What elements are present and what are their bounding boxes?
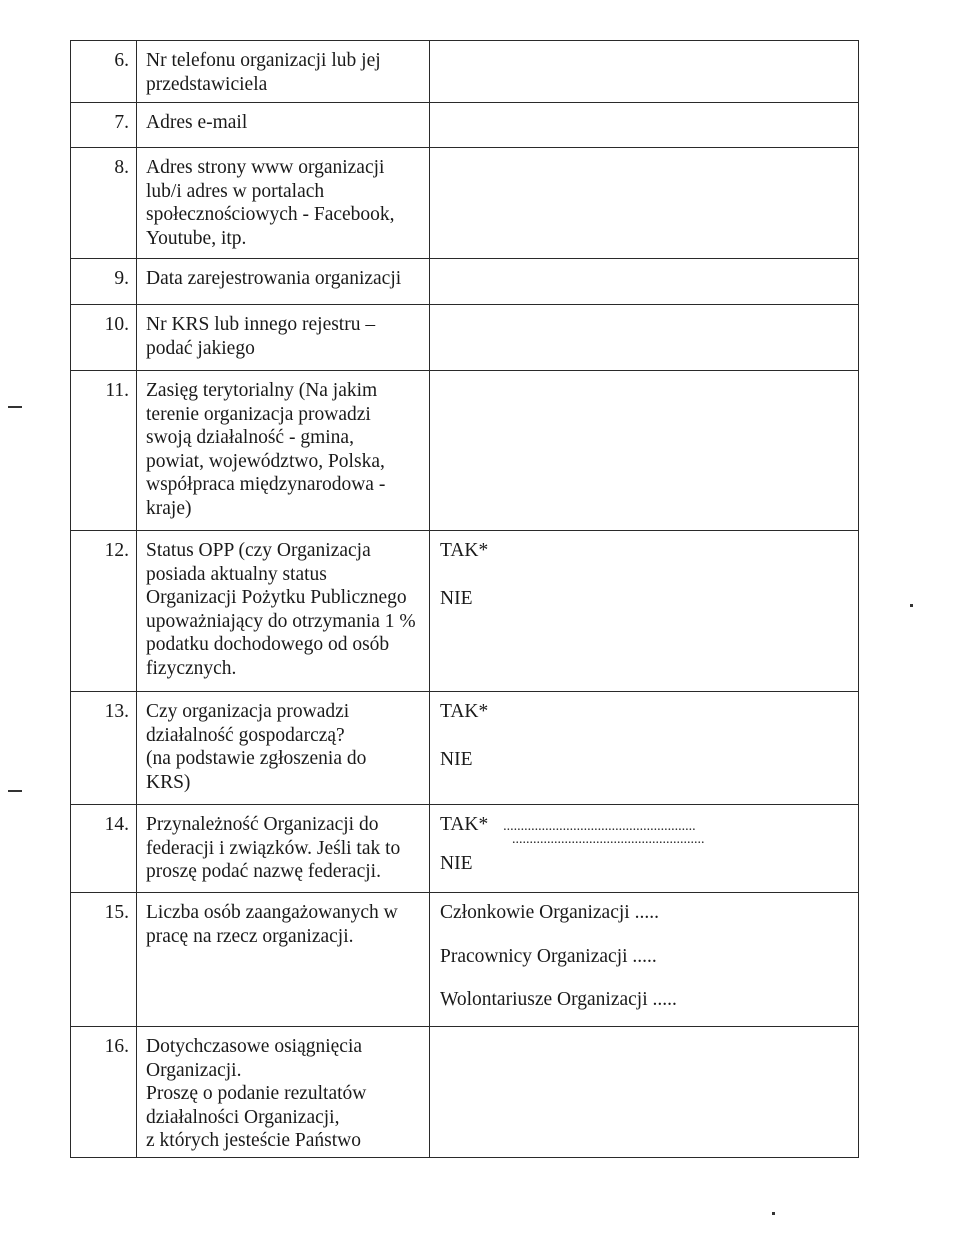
table-row [71,692,859,805]
question-line: Adres e-mail [146,112,248,133]
row-number: 9. [71,259,137,305]
question-line: Organizacji. [146,1059,242,1081]
row-number: 14. [71,805,137,893]
answer-cell[interactable] [430,1027,859,1158]
question-line: podać jakiego [146,337,255,359]
employees-count[interactable]: Pracownicy Organizacji ..... [440,945,657,967]
option-no[interactable]: NIE [440,587,473,609]
row-question [137,531,430,692]
scan-mark [8,406,22,408]
question-line: przedstawiciela [146,73,268,95]
option-yes[interactable]: TAK* [440,701,489,722]
row-number: 8. [71,148,137,259]
option-yes[interactable]: TAK* [440,540,489,561]
question-line: Dotychczasowe osiągnięcia [146,1036,363,1057]
answer-cell[interactable] [430,103,859,148]
question-line: upoważniający do otrzymania 1 % [146,610,416,632]
question-line: Nr KRS lub innego rejestru – [146,314,376,335]
answer-cell [430,531,859,692]
table-row [71,805,859,893]
table-row [71,305,859,371]
answer-cell[interactable] [430,41,859,103]
question-line: Nr telefonu organizacji lub jej [146,50,381,71]
row-question [137,805,430,893]
question-line: Liczba osób zaangażowanych w [146,902,398,923]
row-number: 11. [71,371,137,531]
row-question [137,893,430,1027]
table-row [71,1027,859,1158]
question-line: pracę na rzecz organizacji. [146,925,354,947]
table-row [71,259,859,305]
row-number: 12. [71,531,137,692]
row-question [137,371,430,531]
table-row [71,148,859,259]
answer-cell[interactable] [430,305,859,371]
answer-cell [430,692,859,805]
question-line: Czy organizacja prowadzi [146,701,350,722]
question-line: Przynależność Organizacji do [146,814,379,835]
row-number: 10. [71,305,137,371]
answer-cell [430,805,859,893]
question-line: Proszę o podanie rezultatów [146,1083,367,1104]
question-line: terenie organizacja prowadzi [146,403,371,425]
row-question [137,692,430,805]
row-number: 16. [71,1027,137,1158]
question-line: kraje) [146,497,192,519]
row-number: 6. [71,41,137,103]
table-row [71,893,859,1027]
row-question [137,103,430,148]
row-question [137,305,430,371]
question-line: swoją działalność - gmina, [146,427,354,448]
question-line: Data zarejestrowania organizacji [146,268,402,289]
table-row [71,531,859,692]
question-line: społecznościowych - Facebook, [146,204,395,225]
question-line: współpraca międzynarodowa - [146,474,386,495]
question-line: Zasięg terytorialny (Na jakim [146,380,378,401]
row-question [137,1027,430,1158]
scan-mark [772,1212,775,1215]
option-yes[interactable]: TAK* [440,814,489,835]
row-question [137,148,430,259]
question-line: działalność gospodarczą? [146,724,345,746]
questionnaire-table [70,40,859,1158]
answer-cell[interactable] [430,371,859,531]
question-line: (na podstawie zgłoszenia do [146,748,367,769]
row-number: 13. [71,692,137,805]
federation-name-line-2[interactable]: ....................................................... [512,831,705,847]
row-number: 7. [71,103,137,148]
answer-cell [430,893,859,1027]
question-line: posiada aktualny status [146,563,327,585]
federation-name-line[interactable]: ....................................................... [503,819,696,834]
table-row [71,103,859,148]
members-count[interactable]: Członkowie Organizacji ..... [440,902,659,923]
table-row [71,41,859,103]
question-line: proszę podać nazwę federacji. [146,861,381,882]
question-line: z których jesteście Państwo [146,1130,361,1151]
option-no[interactable]: NIE [440,748,473,770]
answer-cell[interactable] [430,259,859,305]
scan-mark [910,604,913,607]
option-no[interactable]: NIE [440,852,473,874]
answer-cell[interactable] [430,148,859,259]
question-line: KRS) [146,771,191,793]
question-line: powiat, województwo, Polska, [146,450,385,472]
question-line: podatku dochodowego od osób [146,634,390,655]
question-line: Adres strony www organizacji [146,157,385,178]
question-line: lub/i adres w portalach [146,180,325,202]
question-line: Youtube, itp. [146,227,247,249]
question-line: działalności Organizacji, [146,1106,340,1128]
table-row [71,371,859,531]
row-question [137,259,430,305]
volunteers-count[interactable]: Wolontariusze Organizacji ..... [440,989,677,1010]
question-line: Status OPP (czy Organizacja [146,540,371,561]
question-line: federacji i związków. Jeśli tak to [146,837,401,859]
scan-mark [8,790,22,792]
row-number: 15. [71,893,137,1027]
question-line: fizycznych. [146,657,237,679]
row-question [137,41,430,103]
question-line: Organizacji Pożytku Publicznego [146,587,407,608]
